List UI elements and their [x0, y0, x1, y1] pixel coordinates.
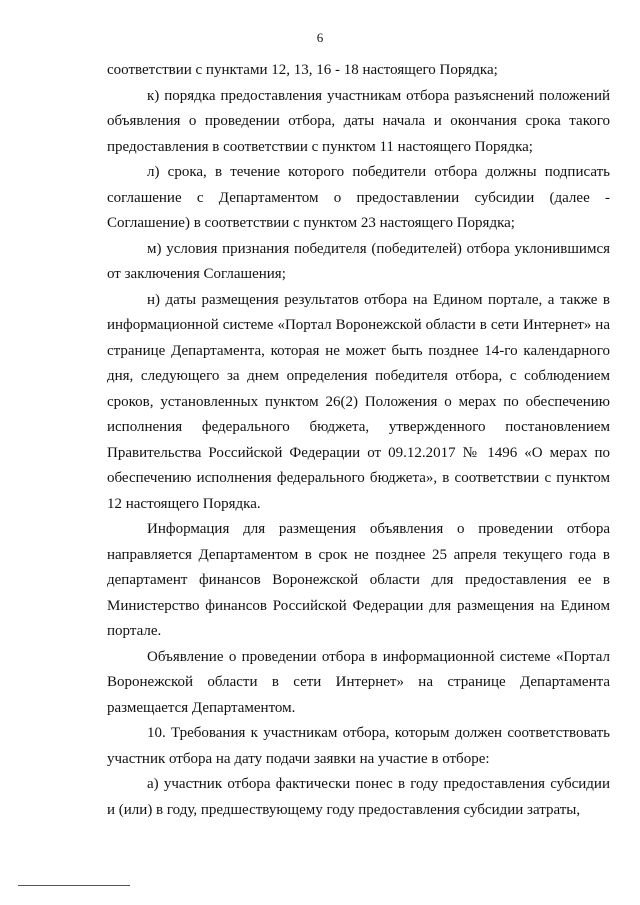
paragraph-item-k: к) порядка предоставления участникам отбора разъяснений положений объявления о проведении отбора, даты начала и окончания срока такого предоставления в соответствии с пунктом 11 настоящего Порядка; [107, 87, 610, 155]
paragraph-item-n: н) даты размещения результатов отбора на Едином портале, а также в информационной системе «Портал Воронежской области в сети Интернет» на странице Департамента, которая не может быть позднее 14-го календарного дня, следующего за днем определения победителя отбора, с соблюдением сроков, установленных пунктом 26(2) Положения о мерах по обеспечению исполнения федерального бюджета, утвержденного постановлением Правительства Российской Федерации от 09.12.2017 № 1496 «О мерах по обеспечению исполнения федерального бюджета», в соответствии с пунктом 12 настоящего Порядка. [107, 291, 610, 512]
footer-divider [18, 885, 130, 886]
document-body [107, 58, 610, 823]
paragraph-item-a: а) участник отбора фактически понес в году предоставления субсидии и (или) в году, предшествующему году предоставления субсидии затраты, [107, 776, 610, 818]
paragraph-continuation: соответствии с пунктами 12, 13, 16 - 18 настоящего Порядка; [107, 62, 498, 78]
paragraph-section-10: 10. Требования к участникам отбора, которым должен соответствовать участник отбора на дату подачи заявки на участие в отборе: [107, 725, 610, 767]
page-number: 6 [316, 30, 324, 45]
paragraph-announcement-posting: Объявление о проведении отбора в информационной системе «Портал Воронежской области в сети Интернет» на странице Департамента размещается Департаментом. [107, 648, 610, 716]
paragraph-item-l: л) срока, в течение которого победители отбора должны подписать соглашение с Департаментом о предоставлении субсидии (далее - Соглашение) в соответствии с пунктом 23 настоящего Порядка; [107, 164, 610, 231]
paragraph-item-m: м) условия признания победителя (победителей) отбора уклонившимся от заключения Соглашения; [107, 240, 610, 282]
paragraph-announcement-info: Информация для размещения объявления о проведении отбора направляется Департаментом в срок не позднее 25 апреля текущего года в департамент финансов Воронежской области для предоставления ее в Министерство финансов Российской Федерации для размещения на Едином портале. [107, 521, 610, 639]
